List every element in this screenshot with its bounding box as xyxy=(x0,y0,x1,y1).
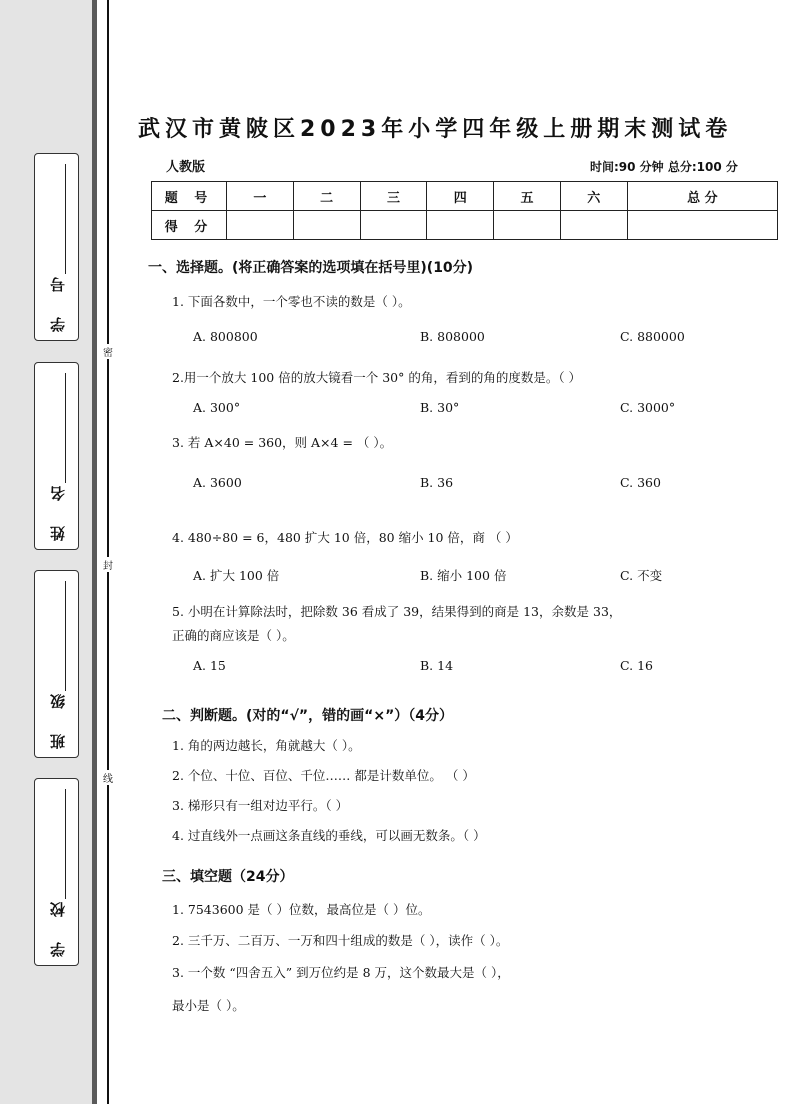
seal-line xyxy=(107,0,109,1104)
q5-option-a[interactable]: A. 15 xyxy=(193,658,226,673)
q3-option-b[interactable]: B. 36 xyxy=(420,475,454,490)
judge-item-4: 4. 过直线外一点画这条直线的垂线，可以画无数条。（ ） xyxy=(172,828,486,843)
section1-title: 一、选择题。(将正确答案的选项填在括号里)(10分) xyxy=(148,260,474,276)
class-box xyxy=(34,570,79,758)
q2-option-a[interactable]: A. 300° xyxy=(193,400,241,415)
exam-title: 武汉市黄陂区2023年小学四年级上册期末测试卷 xyxy=(138,117,733,142)
score-cell[interactable] xyxy=(494,211,561,240)
score-cell[interactable] xyxy=(360,211,427,240)
q4-option-a[interactable]: A. 扩大 100 倍 xyxy=(193,568,280,583)
header-cell: 一 xyxy=(227,182,294,211)
header-cell: 总 分 xyxy=(627,182,777,211)
header-cell: 三 xyxy=(360,182,427,211)
score-cell[interactable] xyxy=(227,211,294,240)
question-5-line2: 正确的商应该是（ ）。 xyxy=(172,628,295,643)
header-cell: 二 xyxy=(293,182,360,211)
seal-char-feng: 封 xyxy=(100,557,116,572)
fill-item-1: 1. 7543600 是（ ）位数，最高位是（ ）位。 xyxy=(172,902,431,917)
q3-option-a[interactable]: A. 3600 xyxy=(193,475,242,490)
fill-item-2: 2. 三千万、二百万、一万和四十组成的数是（ ），读作（ ）。 xyxy=(172,933,509,948)
q4-option-c[interactable]: C. 不变 xyxy=(620,568,663,583)
fill-item-3-line2: 最小是（ ）。 xyxy=(172,998,245,1013)
q2-option-b[interactable]: B. 30° xyxy=(420,400,460,415)
q1-option-a[interactable]: A. 800800 xyxy=(193,329,258,344)
q2-option-c[interactable]: C. 3000° xyxy=(620,400,676,415)
question-2: 2.用一个放大 100 倍的放大镜看一个 30° 的角，看到的角的度数是。（ ） xyxy=(172,370,582,385)
student-name-label: 姓 名 xyxy=(49,475,67,541)
question-1: 1. 下面各数中，一个零也不读的数是（ ）。 xyxy=(172,294,411,309)
judge-item-3: 3. 梯形只有一组对边平行。（ ） xyxy=(172,798,349,813)
edition-label: 人教版 xyxy=(166,160,206,175)
q1-option-b[interactable]: B. 808000 xyxy=(420,329,485,344)
student-name-box xyxy=(34,362,79,550)
header-cell: 四 xyxy=(427,182,494,211)
score-table-score-row xyxy=(152,211,778,240)
q4-option-b[interactable]: B. 缩小 100 倍 xyxy=(420,568,507,583)
section3-title: 三、填空题（24分） xyxy=(162,869,294,885)
header-cell: 六 xyxy=(560,182,627,211)
time-score-info: 时间:90 分钟 总分:100 分 xyxy=(590,160,738,174)
fill-item-3: 3. 一个数 “四舍五入” 到万位约是 8 万，这个数最大是（ ）， xyxy=(172,965,510,980)
class-label: 班 级 xyxy=(49,683,67,749)
question-3: 3. 若 A×40 = 360，则 A×4 = （ ）。 xyxy=(172,435,393,450)
seal-char-xian: 线 xyxy=(100,770,116,785)
judge-item-2: 2. 个位、十位、百位、千位…… 都是计数单位。 （ ） xyxy=(172,768,475,783)
score-cell[interactable] xyxy=(293,211,360,240)
q3-option-c[interactable]: C. 360 xyxy=(620,475,661,490)
student-name-fill-line[interactable] xyxy=(65,373,66,483)
score-cell[interactable] xyxy=(627,211,777,240)
score-cell[interactable] xyxy=(560,211,627,240)
score-table-header-row xyxy=(152,182,778,211)
score-table xyxy=(151,181,778,240)
section2-title: 二、判断题。(对的“√”，错的画“×”）（4分） xyxy=(162,708,454,724)
seal-char-mi: 密 xyxy=(100,344,116,359)
q5-option-c[interactable]: C. 16 xyxy=(620,658,653,673)
school-fill-line[interactable] xyxy=(65,789,66,899)
binding-edge-line xyxy=(92,0,97,1104)
q1-option-c[interactable]: C. 880000 xyxy=(620,329,685,344)
header-cell: 题 号 xyxy=(152,182,227,211)
student-id-fill-line[interactable] xyxy=(65,164,66,274)
school-label: 学 校 xyxy=(49,891,67,957)
student-id-label: 学 号 xyxy=(49,266,67,332)
score-row-label: 得 分 xyxy=(152,211,227,240)
judge-item-1: 1. 角的两边越长，角就越大（ ）。 xyxy=(172,738,361,753)
question-5: 5. 小明在计算除法时，把除数 36 看成了 39，结果得到的商是 13，余数是 33， xyxy=(172,604,622,619)
class-fill-line[interactable] xyxy=(65,581,66,691)
student-id-box xyxy=(34,153,79,341)
school-box xyxy=(34,778,79,966)
score-cell[interactable] xyxy=(427,211,494,240)
question-4: 4. 480÷80 = 6，480 扩大 10 倍，80 缩小 10 倍，商 （ ） xyxy=(172,530,518,545)
q5-option-b[interactable]: B. 14 xyxy=(420,658,454,673)
header-cell: 五 xyxy=(494,182,561,211)
